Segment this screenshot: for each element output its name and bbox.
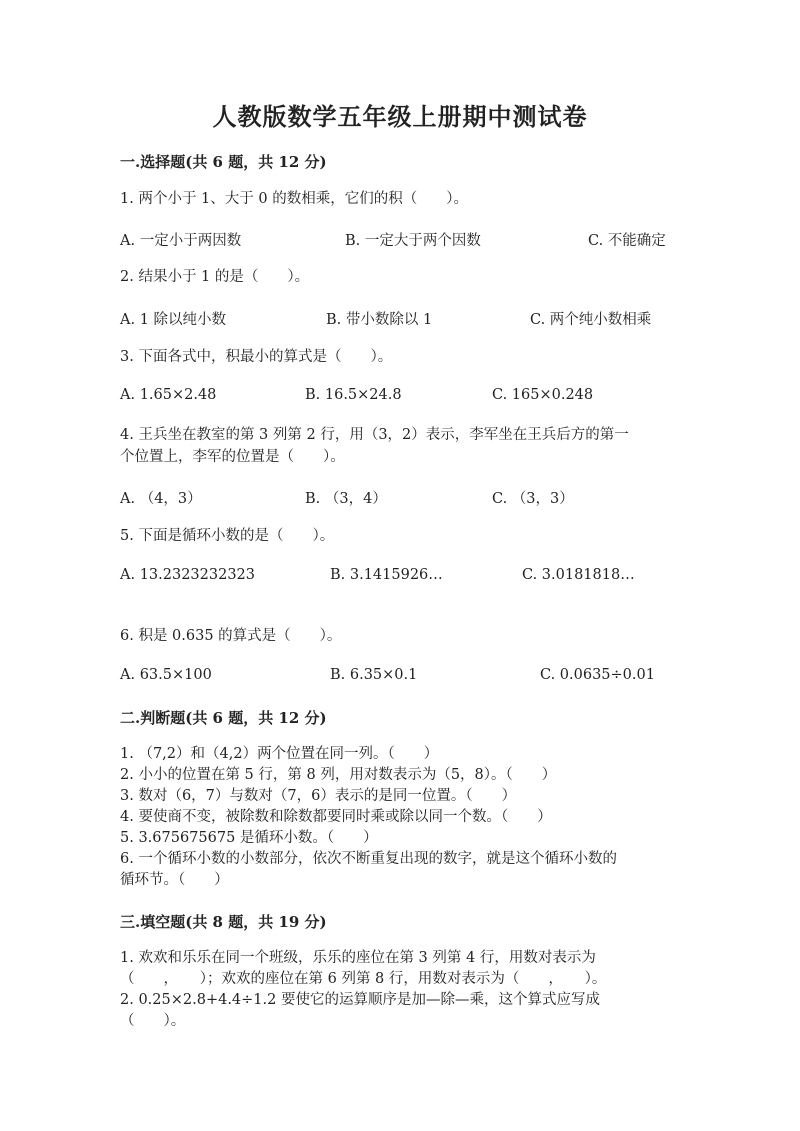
fill-blank-line: 1. 欢欢和乐乐在同一个班级，乐乐的座位在第 3 列第 4 行，用数对表示为 xyxy=(120,950,596,966)
true-false-item: 2. 小小的位置在第 5 行，第 8 列，用对数表示为（5，8）。（ ） xyxy=(120,767,557,783)
section-heading-choice: 一.选择题(共 6 题，共 12 分) xyxy=(120,153,327,171)
question-5-stem: 5. 下面是循环小数的是（ ）。 xyxy=(120,528,335,544)
section-heading-fill-blank: 三.填空题(共 8 题，共 19 分) xyxy=(120,913,327,931)
question-4-option-b: B. （3，4） xyxy=(305,491,387,507)
question-2-option-a: A. 1 除以纯小数 xyxy=(120,312,227,328)
question-2-option-c: C. 两个纯小数相乘 xyxy=(530,312,652,328)
true-false-item: 1. （7,2）和（4,2）两个位置在同一列。（ ） xyxy=(120,746,439,762)
question-4-option-a: A. （4，3） xyxy=(120,491,202,507)
question-4-stem-line-2: 个位置上，李军的位置是（ ）。 xyxy=(120,449,345,465)
true-false-item: 3. 数对（6，7）与数对（7，6）表示的是同一位置。（ ） xyxy=(120,788,517,804)
question-6-option-a: A. 63.5×100 xyxy=(120,667,212,683)
section-heading-true-false: 二.判断题(共 6 题，共 12 分) xyxy=(120,709,327,727)
question-3-stem: 3. 下面各式中，积最小的算式是（ ）。 xyxy=(120,349,393,365)
question-2-stem: 2. 结果小于 1 的是（ ）。 xyxy=(120,269,310,285)
question-6-option-c: C. 0.0635÷0.01 xyxy=(540,667,655,683)
question-5-option-b: B. 3.1415926… xyxy=(330,567,443,583)
fill-blank-line: （ ）。 xyxy=(120,1013,186,1029)
question-3-option-a: A. 1.65×2.48 xyxy=(120,387,217,403)
question-3-option-b: B. 16.5×24.8 xyxy=(305,387,402,403)
question-2-option-b: B. 带小数除以 1 xyxy=(326,312,433,328)
question-6-option-b: B. 6.35×0.1 xyxy=(330,667,418,683)
true-false-item: 6. 一个循环小数的小数部分，依次不断重复出现的数字，就是这个循环小数的 xyxy=(120,851,617,867)
question-4-option-c: C. （3，3） xyxy=(492,491,574,507)
fill-blank-list xyxy=(120,948,690,1032)
question-5-option-a: A. 13.2323232323 xyxy=(120,567,256,583)
page-title: 人教版数学五年级上册期中测试卷 xyxy=(212,102,588,131)
question-5-option-c: C. 3.0181818… xyxy=(522,567,635,583)
question-1-stem: 1. 两个小于 1、大于 0 的数相乘，它们的积（ ）。 xyxy=(120,191,468,207)
question-1-option-b: B. 一定大于两个因数 xyxy=(345,233,481,249)
fill-blank-line: 2. 0.25×2.8+4.4÷1.2 要使它的运算顺序是加—除—乘，这个算式应写成 xyxy=(120,992,600,1008)
fill-blank-line: （ ， ）；欢欢的座位在第 6 列第 8 行，用数对表示为（ ， ）。 xyxy=(120,971,607,987)
question-1-option-c: C. 不能确定 xyxy=(588,233,666,249)
true-false-item: 5. 3.675675675 是循环小数。（ ） xyxy=(120,830,378,846)
question-6-stem: 6. 积是 0.635 的算式是（ ）。 xyxy=(120,628,342,644)
question-3-option-c: C. 165×0.248 xyxy=(492,387,594,403)
true-false-list xyxy=(120,744,690,891)
question-4-stem-line-1: 4. 王兵坐在教室的第 3 列第 2 行，用（3，2）表示，李军坐在王兵后方的第一 xyxy=(120,427,629,443)
true-false-item-continuation: 循环节。（ ） xyxy=(120,872,229,888)
question-1-option-a: A. 一定小于两因数 xyxy=(120,233,242,249)
true-false-item: 4. 要使商不变，被除数和除数都要同时乘或除以同一个数。（ ） xyxy=(120,809,552,825)
